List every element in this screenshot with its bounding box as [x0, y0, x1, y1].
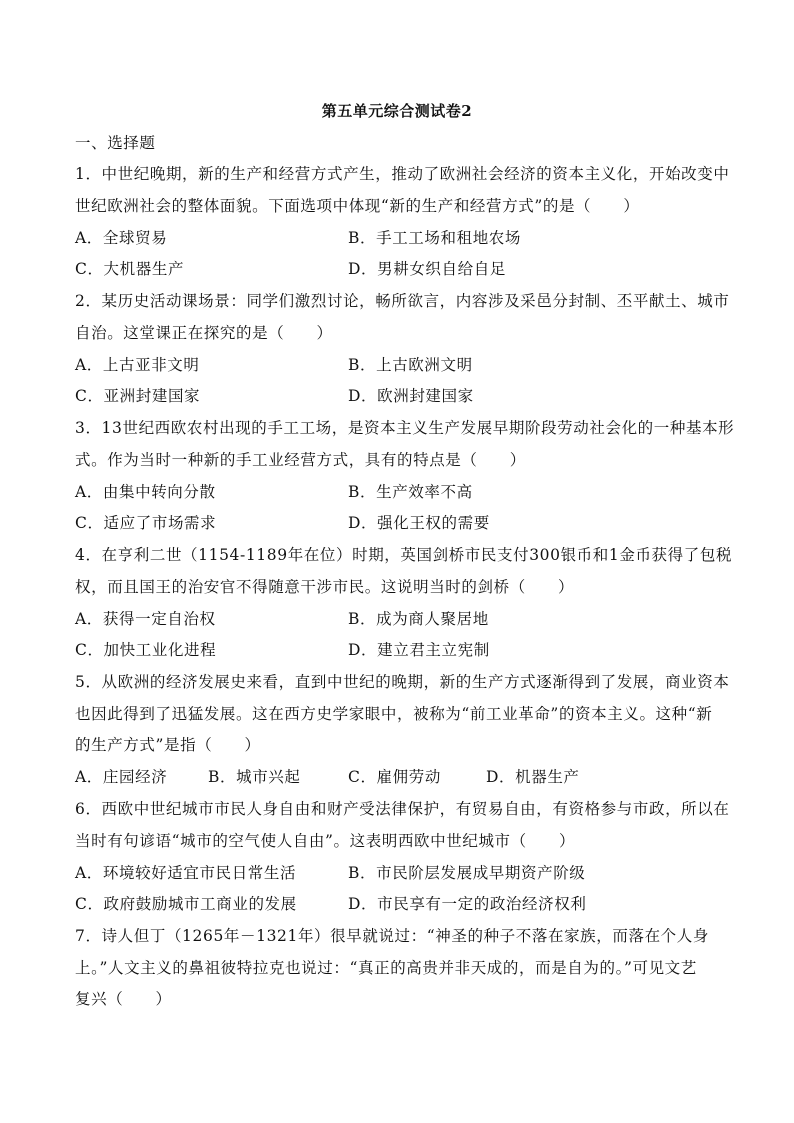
question-1-line-2: 世纪欧洲社会的整体面貌。下面选项中体现“新的生产和经营方式”的是（ ）: [75, 197, 640, 215]
question-5-option-b: B．城市兴起: [208, 768, 301, 786]
question-2-line-2: 自治。这堂课正在探究的是（ ）: [75, 324, 333, 342]
question-6-line-1: 6．西欧中世纪城市市民人身自由和财产受法律保护，有贸易自由，有资格参与市政，所以在: [75, 800, 730, 818]
question-1-option-a: A．全球贸易: [75, 229, 168, 247]
question-2-option-b: B．上古欧洲文明: [348, 356, 473, 374]
question-6-option-b: B．市民阶层发展成早期资产阶级: [348, 864, 586, 882]
question-3-option-c: C．适应了市场需求: [75, 514, 217, 532]
page-title: 第五单元综合测试卷2: [321, 102, 473, 120]
question-5-line-2: 也因此得到了迅猛发展。这在西方史学家眼中，被称为“前工业革命”的资本主义。这种“新: [75, 705, 713, 723]
question-6-line-2: 当时有句谚语“城市的空气使人自由”。这表明西欧中世纪城市（ ）: [75, 832, 576, 850]
question-6-option-c: C．政府鼓励城市工商业的发展: [75, 895, 297, 913]
question-4-line-2: 权，而且国王的治安官不得随意干涉市民。这说明当时的剑桥（ ）: [75, 578, 575, 596]
question-5-option-a: A．庄园经济: [75, 768, 168, 786]
question-7-line-1: 7．诗人但丁（1265年－1321年）很早就说过：“神圣的种子不落在家族，而落在个人身: [75, 927, 709, 945]
question-5-line-1: 5．从欧洲的经济发展史来看，直到中世纪的晚期，新的生产方式逐渐得到了发展，商业资本: [75, 673, 730, 691]
question-6-option-a: A．环境较好适宜市民日常生活: [75, 864, 297, 882]
question-4-option-d: D．建立君主立宪制: [348, 641, 490, 659]
question-3-option-d: D．强化王权的需要: [348, 514, 490, 532]
question-2-line-1: 2．某历史活动课场景：同学们激烈讨论，畅所欲言，内容涉及采邑分封制、丕平献土、城市: [75, 292, 730, 310]
question-1-option-c: C．大机器生产: [75, 260, 185, 278]
question-4-line-1: 4．在亨利二世（1154-1189年在位）时期，英国剑桥市民支付300银币和1金币获得了包税: [75, 546, 733, 564]
question-4-option-a: A．获得一定自治权: [75, 610, 216, 628]
question-1-option-b: B．手工工场和租地农场: [348, 229, 521, 247]
question-3-line-1: 3．13世纪西欧农村出现的手工工场，是资本主义生产发展早期阶段劳动社会化的一种基本形: [75, 419, 735, 437]
question-7-line-3: 复兴（ ）: [75, 990, 172, 1008]
question-1-option-d: D．男耕女织自给自足: [348, 260, 506, 278]
question-4-option-b: B．成为商人聚居地: [348, 610, 489, 628]
section-heading: 一、选择题: [75, 134, 156, 152]
question-2-option-a: A．上古亚非文明: [75, 356, 200, 374]
question-1-line-1: 1．中世纪晚期，新的生产和经营方式产生，推动了欧洲社会经济的资本主义化，开始改变中: [75, 165, 730, 183]
question-4-option-c: C．加快工业化进程: [75, 641, 217, 659]
question-6-option-d: D．市民享有一定的政治经济权利: [348, 895, 587, 913]
question-2-option-d: D．欧洲封建国家: [348, 387, 474, 405]
question-5-option-d: D．机器生产: [486, 768, 580, 786]
question-3-line-2: 式。作为当时一种新的手工业经营方式，具有的特点是（ ）: [75, 451, 526, 469]
question-3-option-a: A．由集中转向分散: [75, 483, 216, 501]
question-5-option-c: C．雇佣劳动: [348, 768, 441, 786]
question-3-option-b: B．生产效率不高: [348, 483, 473, 501]
question-7-line-2: 上。”人文主义的鼻祖彼特拉克也说过：“真正的高贵并非天成的，而是自为的。”可见文艺: [75, 959, 697, 977]
question-2-option-c: C．亚洲封建国家: [75, 387, 201, 405]
question-5-line-3: 的生产方式”是指（ ）: [75, 736, 261, 754]
